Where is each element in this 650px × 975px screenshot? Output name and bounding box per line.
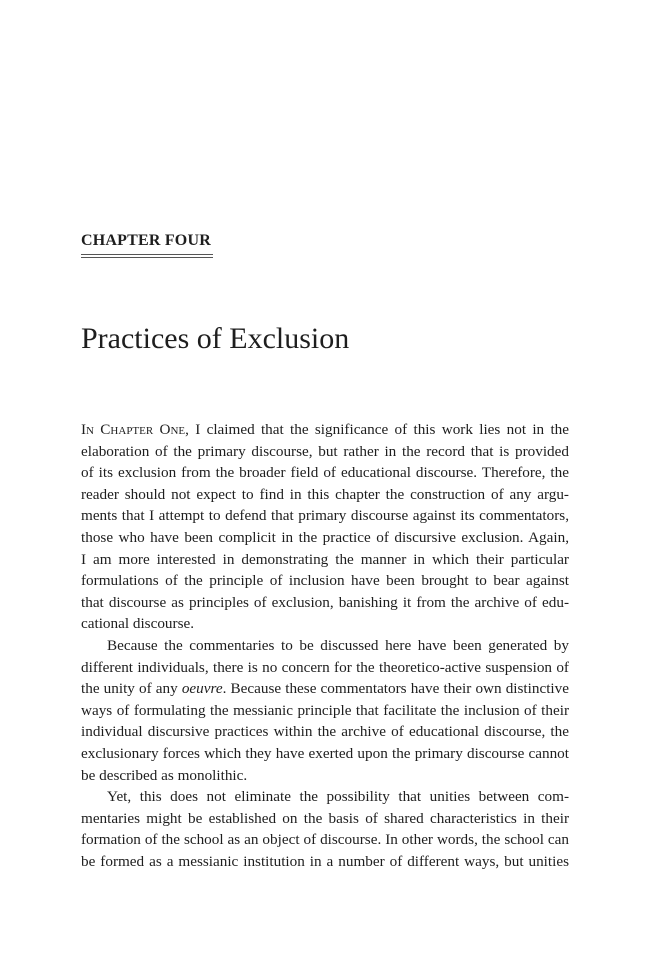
chapter-title: Practices of Exclusion <box>81 322 350 355</box>
chapter-opening-small-caps: In Chapter One, <box>81 421 189 438</box>
chapter-rule-top <box>81 254 213 255</box>
paragraph-1-line-7: I am more interested in demonstrating the manner in which their particular <box>81 550 569 568</box>
paragraph-2-line-3 <box>81 678 569 700</box>
chapter-rule-bottom <box>81 257 213 258</box>
chapter-body <box>81 419 569 872</box>
paragraph-3-line-4: be formed as a messianic institution in a number of different ways, but unities <box>81 852 569 870</box>
paragraph-2-line-2: different individuals, there is no concern for the theoretico-active suspension of <box>81 658 569 676</box>
paragraph-3-line-1: Yet, this does not eliminate the possibility that unities between com- <box>107 788 569 806</box>
paragraph-2-text-b: . Because these commentators have their own distinctive <box>222 680 569 698</box>
paragraph-2-line-4: ways of formulating the messianic principle that facilitate the inclusion of their <box>81 701 569 719</box>
paragraph-1-line-9: that discourse as principles of exclusion, banishing it from the archive of edu- <box>81 593 569 611</box>
paragraph-2-line-6: exclusionary forces which they have exerted upon the primary discourse cannot <box>81 744 569 762</box>
paragraph-1-line-10: cational discourse. <box>81 615 195 633</box>
paragraph-1-line-2: elaboration of the primary discourse, but rather in the record that is provided <box>81 442 569 460</box>
paragraph-1-line-5: ments that I attempt to defend that primary discourse against its commentators, <box>81 507 569 525</box>
paragraph-2-line-7: be described as monolithic. <box>81 766 248 784</box>
oeuvre-italic: oeuvre <box>181 680 223 698</box>
paragraph-3-line-3: formation of the school as an object of discourse. In other words, the school can <box>81 831 569 849</box>
paragraph-2-line-1: Because the commentaries to be discussed here have been generated by <box>107 636 569 654</box>
paragraph-1-line-8: formulations of the principle of inclusion have been brought to bear against <box>81 572 569 590</box>
paragraph-1-line-3: of its exclusion from the broader field of educational discourse. Therefore, the <box>81 464 569 482</box>
paragraph-3-line-2: mentaries might be established on the basis of shared characteristics in their <box>81 809 569 827</box>
paragraph-1-line-1 <box>81 419 569 441</box>
paragraph-1-text: I claimed that the significance of this work lies not in the <box>188 421 569 438</box>
paragraph-2-line-5: individual discursive practices within the archive of educational discourse, the <box>81 723 569 741</box>
chapter-label: CHAPTER FOUR <box>81 232 211 249</box>
paragraph-1-line-4: reader should not expect to find in this chapter the construction of any argu- <box>81 485 569 503</box>
paragraph-2-text-a: the unity of any <box>81 680 182 698</box>
paragraph-1-line-6: those who have been complicit in the practice of discursive exclusion. Again, <box>81 528 569 546</box>
